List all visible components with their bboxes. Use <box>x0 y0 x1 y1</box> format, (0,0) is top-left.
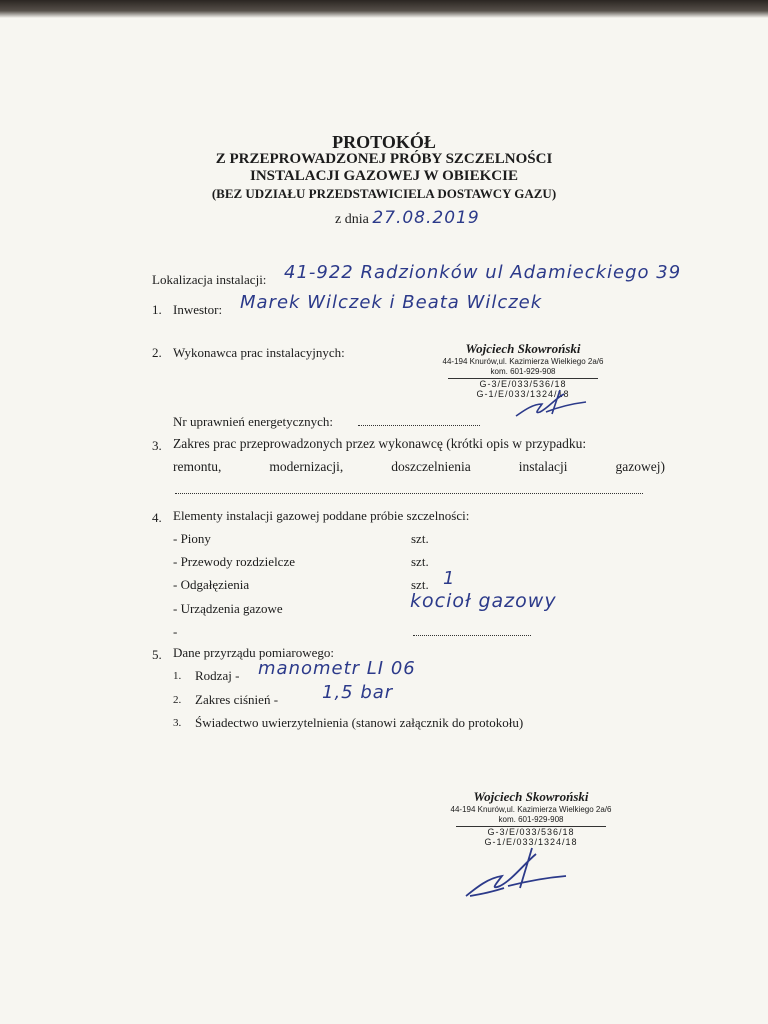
scope-word-4: instalacji <box>518 459 568 474</box>
element-name-2: - Przewody rozdzielcze <box>173 554 295 569</box>
scope-line-1: Zakres prac przeprowadzonych przez wykonawcę (krótki opis w przypadku: <box>173 436 587 451</box>
investor-value: Marek Wilczek i Beata Wilczek <box>240 292 543 313</box>
signature-small <box>512 382 592 422</box>
title-line-3: (BEZ UDZIAŁU PRZEDSTAWICIELA DOSTAWCY GAZU) <box>211 186 557 201</box>
bottom-stamp-code-2: G-1/E/033/1324/18 <box>484 837 578 847</box>
scope-word-5: gazowej) <box>615 459 665 474</box>
section-4-number: 4. <box>152 510 162 525</box>
contractor-label: Wykonawca prac instalacyjnych: <box>173 345 345 360</box>
bottom-stamp-phone: kom. 601-929-908 <box>498 815 564 824</box>
license-label: Nr uprawnień energetycznych: <box>173 414 334 429</box>
date-row <box>335 208 480 228</box>
scope-word-2: modernizacji, <box>269 459 344 474</box>
element-name-5: - <box>173 624 178 639</box>
location-label: Lokalizacja instalacji: <box>152 272 267 287</box>
stamp-phone: kom. 601-929-908 <box>490 367 556 376</box>
element-blank-5 <box>413 634 531 636</box>
date-label: z dnia <box>335 212 369 227</box>
element-value-3: 1 <box>443 568 456 589</box>
bottom-stamp-name: Wojciech Skowroński <box>473 789 589 804</box>
meter-item-1-number: 1. <box>173 670 182 682</box>
document-title: PROTOKÓŁ <box>332 132 436 152</box>
section-5-number: 5. <box>152 647 162 662</box>
scope-word-1: remontu, <box>173 459 222 474</box>
stamp-code-1: G-3/E/033/536/18 <box>479 379 567 389</box>
stamp-code-2: G-1/E/033/1324/18 <box>476 389 570 399</box>
scope-word-3: doszczelnienia <box>391 459 471 474</box>
elements-label: Elementy instalacji gazowej poddane próbie szczelności: <box>173 508 470 523</box>
location-value: 41-922 Radzionków ul Adamieckiego 39 <box>284 262 682 283</box>
section-1-number: 1. <box>152 302 162 317</box>
element-name-4: - Urządzenia gazowe <box>173 601 283 616</box>
date-value: 27.08.2019 <box>372 208 480 228</box>
page-top-edge <box>0 0 768 18</box>
meter-item-3-label: Świadectwo uwierzytelnienia (stanowi załącznik do protokołu) <box>195 715 524 730</box>
meter-item-2-number: 2. <box>173 694 182 706</box>
license-blank <box>358 424 480 426</box>
element-value-4: kocioł gazowy <box>410 590 557 612</box>
bottom-stamp-address: 44-194 Knurów,ul. Kazimierza Wielkiego 2a/6 <box>450 805 612 814</box>
meter-range-value: 1,5 bar <box>322 682 394 703</box>
scope-blank <box>175 492 643 494</box>
section-2-number: 2. <box>152 345 162 360</box>
meter-item-1-label: Rodzaj - <box>195 668 240 683</box>
element-unit-2: szt. <box>411 554 429 569</box>
element-unit-3: szt. <box>411 577 429 592</box>
section-3-number: 3. <box>152 438 162 453</box>
scope-line-2 <box>173 459 665 475</box>
meter-item-3-number: 3. <box>173 717 182 729</box>
meter-label: Dane przyrządu pomiarowego: <box>173 645 334 660</box>
title-line-2: INSTALACJI GAZOWEJ W OBIEKCIE <box>250 168 518 184</box>
meter-item-2-label: Zakres ciśnień - <box>195 692 279 707</box>
element-unit-1: szt. <box>411 531 429 546</box>
stamp-name: Wojciech Skowroński <box>465 341 581 356</box>
stamp-address: 44-194 Knurów,ul. Kazimierza Wielkiego 2a/6 <box>442 357 604 366</box>
meter-type-value: manometr LI 06 <box>258 658 416 679</box>
title-line-1: Z PRZEPROWADZONEJ PRÓBY SZCZELNOŚCI <box>215 151 553 167</box>
investor-label: Inwestor: <box>173 302 223 317</box>
signature-large <box>462 838 572 900</box>
bottom-stamp-code-1: G-3/E/033/536/18 <box>487 827 575 837</box>
element-name-1: - Piony <box>173 531 211 546</box>
element-name-3: - Odgałęzienia <box>173 577 250 592</box>
